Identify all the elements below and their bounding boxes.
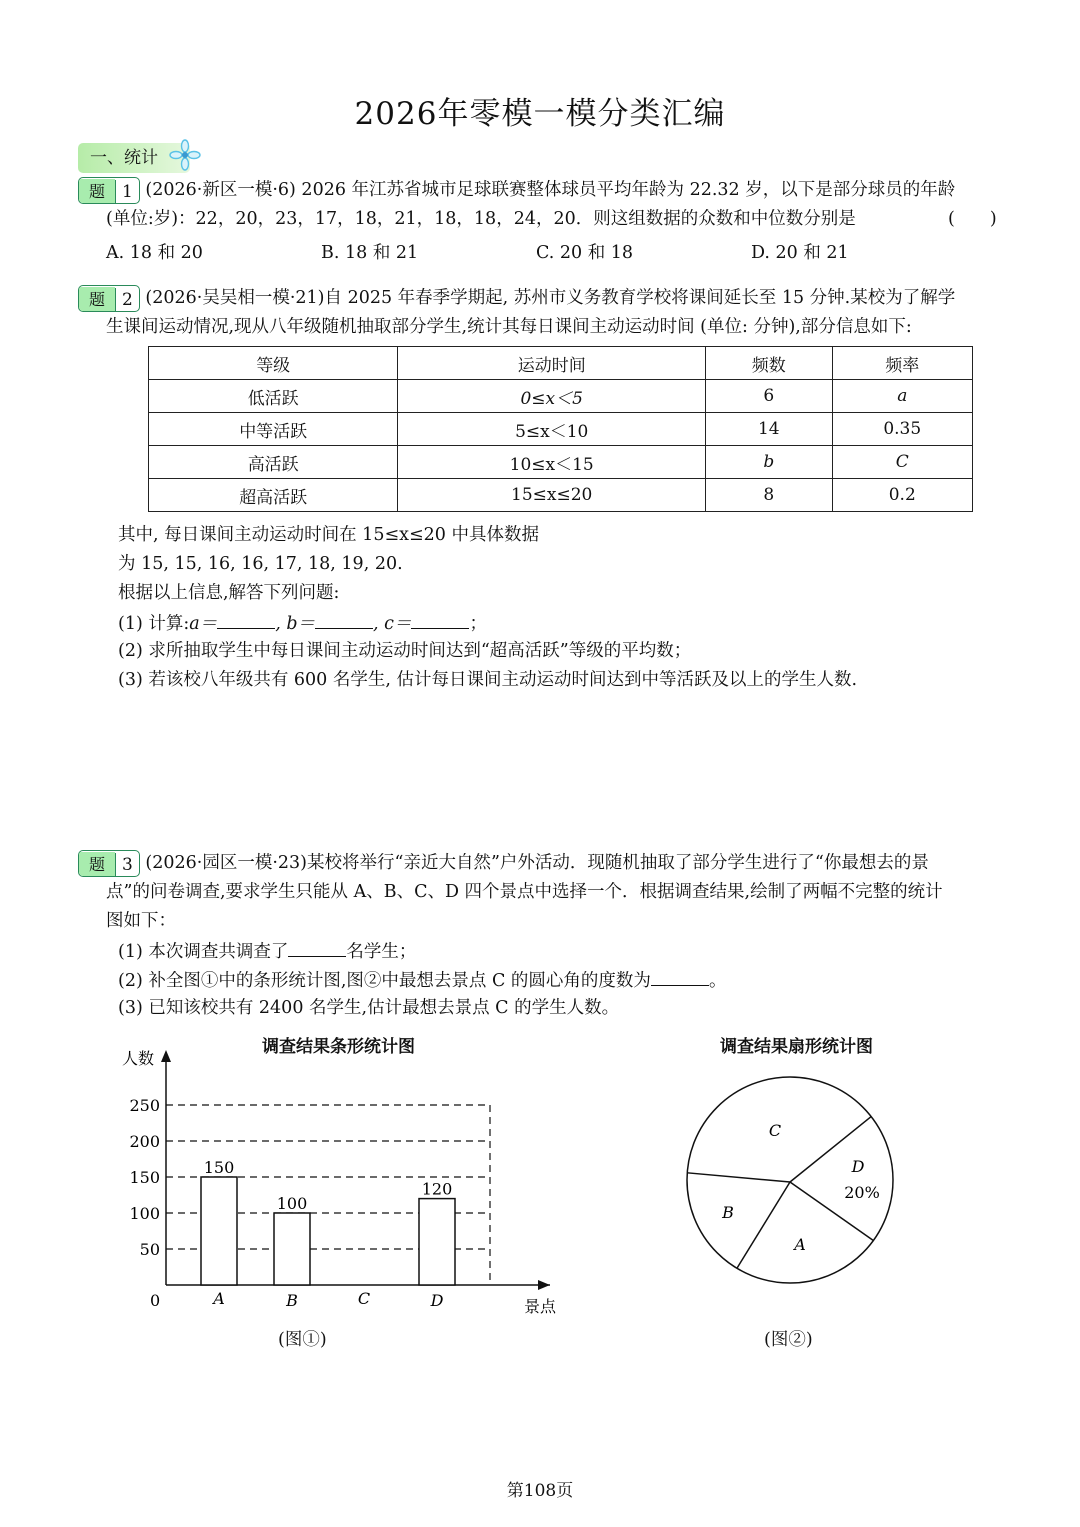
sub-question-3: (3) 若该校八年级共有 600 名学生, 估计每日课间主动运动时间达到中等活跃及以上的学生人数. [118, 670, 858, 690]
note-line-3: 根据以上信息,解答下列问题: [118, 583, 340, 603]
table-cell: 低活跃 [149, 380, 398, 413]
pie-slice-label: D [851, 1157, 865, 1176]
question-1-line-1: 题 1 (2026·新区一模·6) 2026 年江苏省城市足球联赛整体球员平均年龄为 22.32 岁，以下是部分球员的年龄 [78, 176, 955, 204]
table-header: 运动时间 [398, 347, 706, 380]
choice-list [106, 239, 966, 267]
flower-icon [168, 138, 202, 172]
x-axis-arrow [538, 1280, 550, 1290]
pie-slice-label: C [768, 1121, 782, 1140]
y-tick-label: 150 [129, 1168, 160, 1187]
q3-sub-question-3: (3) 已知该校共有 2400 名学生,估计最想去景点 C 的学生人数。 [118, 998, 620, 1018]
answer-blank-angle[interactable] [651, 965, 709, 986]
table-header: 频率 [832, 347, 972, 380]
pie-circle [687, 1077, 893, 1283]
table-cell: 5≤x＜10 [398, 413, 706, 446]
table-row [149, 479, 973, 512]
question-3-line-3: 图如下： [106, 911, 176, 931]
sub-question-2: (2) 求所抽取学生中每日课间主动运动时间达到“超高活跃”等级的平均数； [118, 641, 692, 661]
question-2-line-2: 生课间运动情况,现从八年级随机抽取部分学生,统计其每日课间主动运动时间 (单位: 分钟),部分信息如下: [106, 317, 912, 337]
note-line-1: 其中, 每日课间主动运动时间在 15≤x≤20 中具体数据 [118, 525, 539, 545]
bar-value-label: 120 [421, 1179, 453, 1199]
table-cell: 0.2 [832, 479, 972, 512]
y-tick-label: 100 [129, 1204, 160, 1223]
question-1-line-2: (单位:岁)：22，20，23，17，18，21，18，18，24，20．则这组数据的众数和中位数分别是 [106, 209, 856, 229]
bar [201, 1177, 237, 1285]
table-row [149, 413, 973, 446]
frequency-table [148, 346, 973, 512]
x-tick-label: A [213, 1289, 225, 1308]
choice-c[interactable]: C. 20 和 18 [536, 243, 634, 263]
answer-blank-total[interactable] [288, 936, 346, 957]
table-cell: 0.35 [832, 413, 972, 446]
y-axis-label: 人数 [122, 1049, 155, 1068]
table-cell: 超高活跃 [149, 479, 398, 512]
question-1-tag: 题 1 [78, 177, 140, 204]
bar-value-label: 100 [276, 1194, 308, 1213]
table-cell: 14 [706, 413, 833, 446]
bar-chart-caption: (图①) [278, 1330, 327, 1350]
pie-slice-label: B [722, 1203, 734, 1222]
y-tick-label: 250 [129, 1096, 160, 1115]
q3-sub-question-1: (1) 本次调查共调查了 名学生； [118, 936, 416, 966]
x-tick-label: B [286, 1291, 298, 1310]
bar [419, 1199, 455, 1285]
y-axis-arrow [161, 1050, 171, 1062]
table-header: 等级 [149, 347, 398, 380]
table-cell: 10≤x＜15 [398, 446, 706, 479]
table-cell: 6 [706, 380, 833, 413]
pie-percent-label: 20% [844, 1183, 880, 1202]
table-cell: a [832, 380, 972, 413]
bar-chart-title: 调查结果条形统计图 [262, 1037, 415, 1057]
section-label: 一、统计 [78, 143, 190, 173]
x-axis-label: 景点 [524, 1297, 557, 1316]
choice-a[interactable]: A. 18 和 20 [106, 243, 203, 263]
page-number: 第108页 [506, 1481, 574, 1501]
pie-chart [680, 1070, 900, 1290]
table-row [149, 446, 973, 479]
pie-chart-caption: (图②) [764, 1330, 813, 1350]
table-cell: 8 [706, 479, 833, 512]
table-cell: 高活跃 [149, 446, 398, 479]
answer-blank-a[interactable] [217, 608, 275, 629]
table-row [149, 380, 973, 413]
x-tick-label: D [430, 1291, 444, 1310]
question-2-tag: 题 2 [78, 285, 140, 312]
table-cell: 0≤x＜5 [398, 380, 706, 413]
answer-bracket: ( ) [948, 209, 997, 229]
bar [274, 1213, 310, 1285]
origin-label: 0 [150, 1291, 161, 1310]
q3-sub-question-2: (2) 补全图①中的条形统计图,图②中最想去景点 C 的圆心角的度数为 。 [118, 965, 726, 995]
table-cell: b [706, 446, 833, 479]
note-line-2: 为 15, 15, 16, 16, 17, 18, 19, 20. [118, 554, 403, 574]
answer-blank-b[interactable] [315, 608, 373, 629]
question-3-line-2: 点”的问卷调查,要求学生只能从 A、B、C、D 四个景点中选择一个．根据调查结果,绘制了两幅不完整的统计 [106, 882, 943, 902]
answer-blank-c[interactable] [411, 608, 469, 629]
table-header: 频数 [706, 347, 833, 380]
choice-d[interactable]: D. 20 和 21 [751, 243, 849, 263]
page-title: 2026年零模一模分类汇编 [354, 96, 726, 132]
question-3-line-1: 题 3 (2026·园区一模·23)某校将举行“亲近大自然”户外活动．现随机抽取了部分学生进行了“你最想去的景 [78, 849, 929, 877]
pie-chart-title: 调查结果扇形统计图 [720, 1037, 873, 1057]
table-cell: 中等活跃 [149, 413, 398, 446]
bar-chart [110, 1040, 580, 1330]
table-cell: C [832, 446, 972, 479]
choice-b[interactable]: B. 18 和 21 [321, 243, 419, 263]
question-3-tag: 题 3 [78, 850, 140, 877]
y-tick-label: 200 [129, 1132, 160, 1151]
x-tick-label: C [357, 1289, 371, 1308]
table-header-row [149, 347, 973, 380]
sub-question-1: (1) 计算:a＝ , b＝ , c＝ ； [118, 608, 487, 638]
question-2-line-1: 题 2 (2026·吴吴相一模·21)自 2025 年春季学期起, 苏州市义务教育学校将课间延长至 15 分钟.某校为了解学 [78, 284, 955, 312]
y-tick-label: 50 [139, 1240, 160, 1259]
table-cell: 15≤x≤20 [398, 479, 706, 512]
pie-slice-label: A [794, 1235, 806, 1254]
bar-value-label: 150 [203, 1158, 235, 1177]
